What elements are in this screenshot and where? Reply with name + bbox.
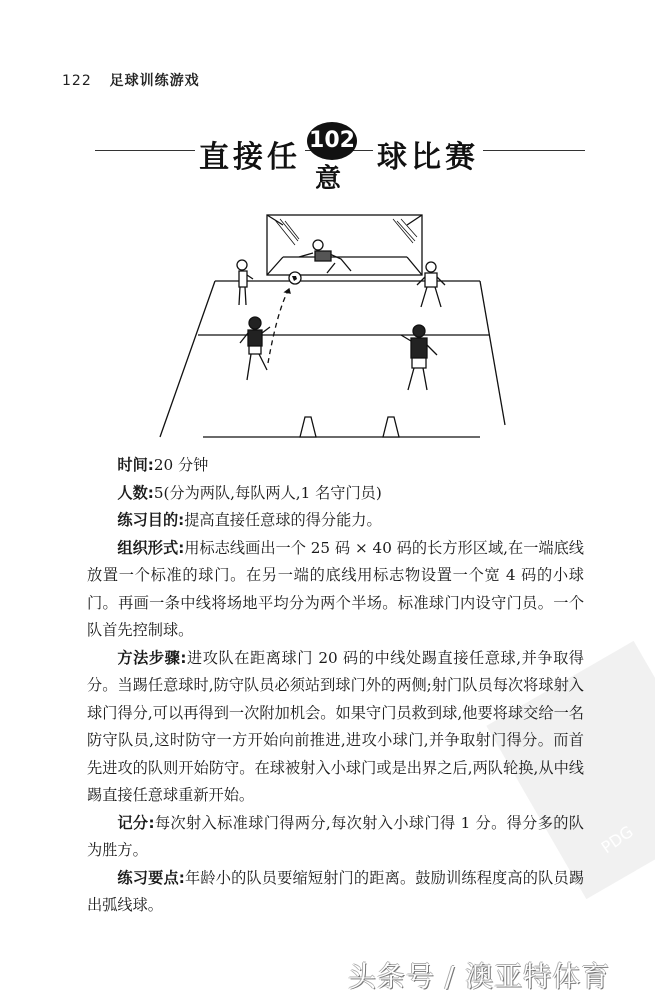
cone-icon (300, 417, 316, 437)
section-text: 用标志线画出一个 25 码 × 40 码的长方形区域,在一端底线放置一个标准的球门。在另一端的底线用标志物设置一个宽 4 码的小球门。再画一条中线将场地平均分为两个半场。标准球门内设守门员。一个队首先控制球。 (87, 538, 584, 639)
seal-text: PDG (597, 821, 637, 858)
section-text: 进攻队在距离球门 20 码的中线处踢直接任意球,并争取得分。当踢任意球时,防守队员必须站到球门外的两侧;射门队员每次将球射入球门得分,可以再得到一次附加机会。如果守门员救到球,他要将球交给一名防守队员,这时防守一方开始向前推进,进攻小球门,并争取射门得分。而首先进攻的队则开始防守。在球被射入小球门或是出界之后,两队轮换,从中线踢直接任意球重新开始。 (87, 648, 584, 804)
chapter-title (95, 120, 585, 194)
section-procedure (87, 645, 584, 810)
title-middle-char: 意 (315, 164, 342, 194)
exercise-number-badge: 102 (307, 122, 357, 160)
section-players (87, 480, 584, 508)
title-right: 球比赛 (373, 132, 483, 176)
running-head (62, 70, 200, 90)
section-label: 记分: (117, 813, 155, 832)
section-scoring (87, 810, 584, 865)
exercise-body (87, 452, 584, 920)
source-watermark: 头条号 / 澳亚特体育 (348, 960, 611, 993)
section-key-points (87, 865, 584, 920)
section-text: 年龄小的队员要缩短射门的距离。鼓励训练程度高的队员踢出弧线球。 (87, 868, 585, 914)
defender-icon (237, 260, 253, 305)
drill-illustration (155, 205, 535, 445)
page-number: 122 (62, 73, 92, 89)
cone-icon (383, 417, 399, 437)
defender-icon (417, 262, 445, 307)
section-text: 每次射入标准球门得两分,每次射入小球门得 1 分。得分多的队为胜方。 (87, 813, 584, 859)
section-text: 5(分为两队,每队两人,1 名守门员) (153, 483, 382, 502)
field-lines-icon (160, 281, 505, 437)
section-label: 时间: (117, 456, 154, 474)
kicker-icon (240, 317, 270, 380)
section-label: 人数: (117, 483, 154, 502)
title-left: 直接任 (195, 132, 305, 176)
section-time (87, 452, 584, 480)
section-label: 练习目的: (117, 511, 185, 529)
section-setup (87, 535, 584, 645)
goal-icon (267, 215, 422, 275)
section-label: 练习要点: (117, 868, 185, 887)
section-label: 方法步骤: (117, 648, 187, 667)
section-label: 组织形式: (117, 538, 185, 557)
section-text: 提高直接任意球的得分能力。 (184, 511, 382, 529)
section-purpose (87, 507, 584, 535)
book-title: 足球训练游戏 (109, 73, 200, 89)
section-text: 20 分钟 (153, 456, 209, 474)
